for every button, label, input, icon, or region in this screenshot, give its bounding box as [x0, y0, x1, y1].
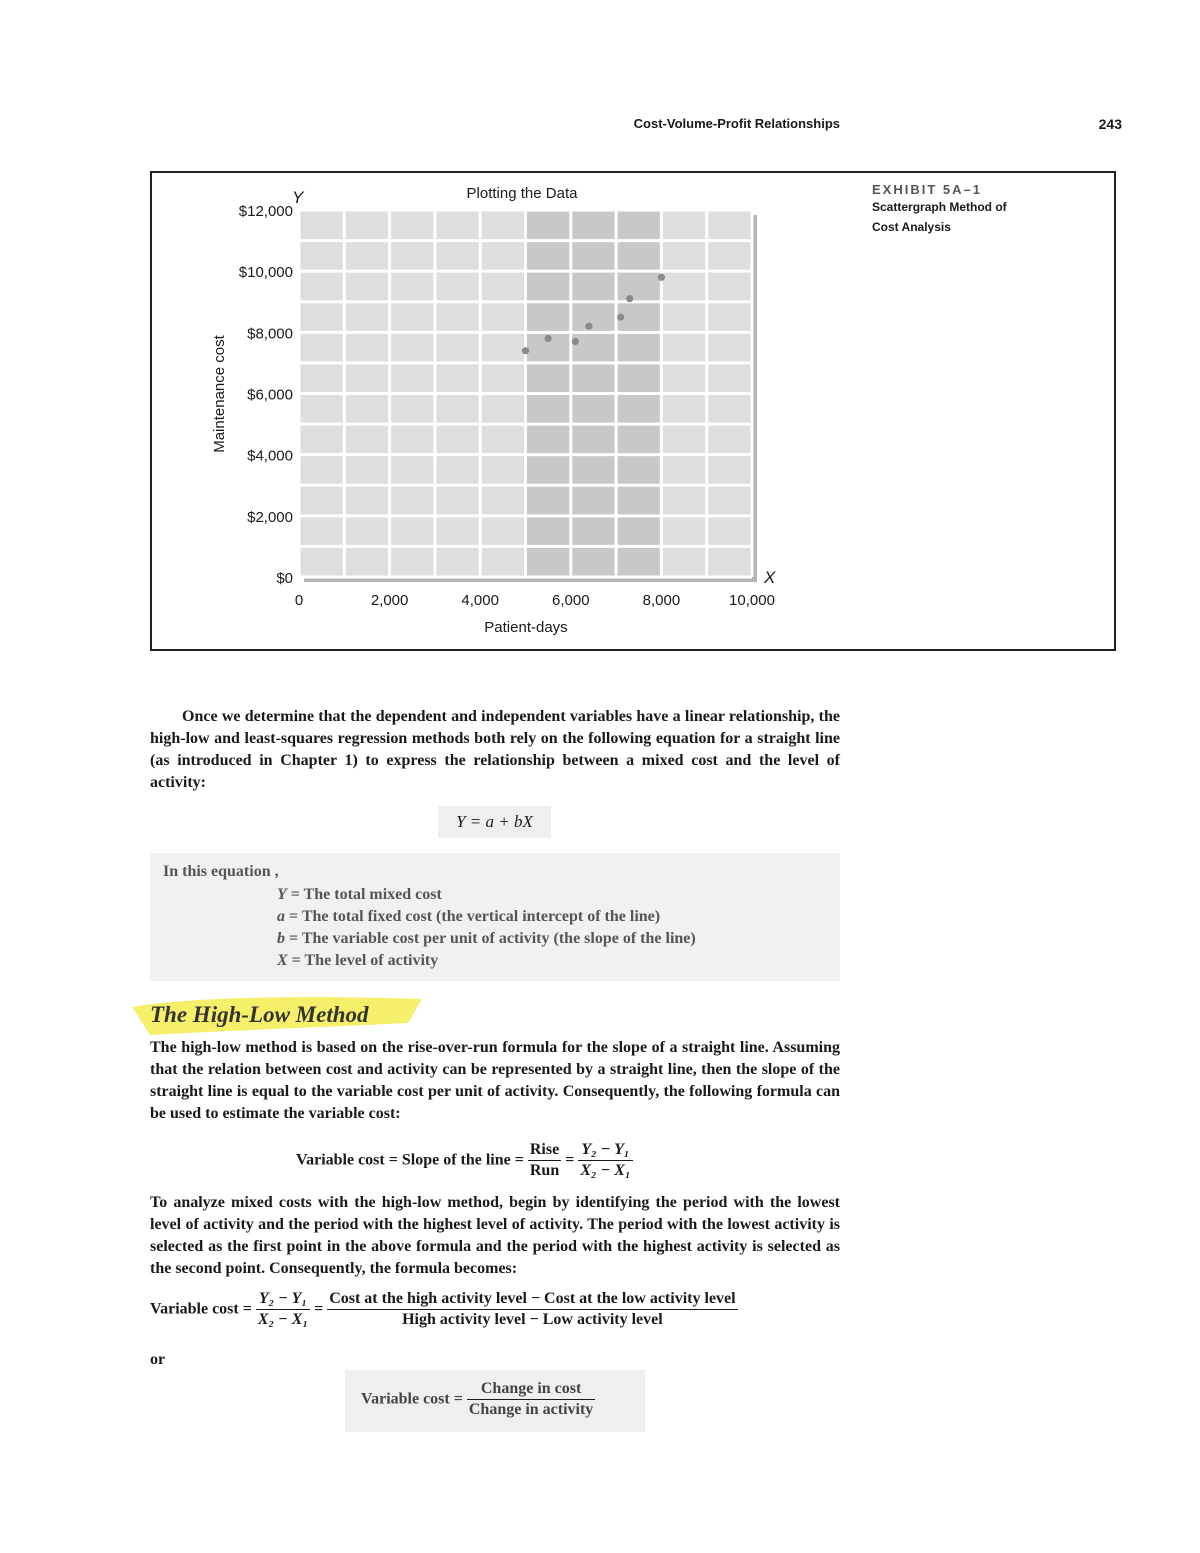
data-point	[572, 338, 579, 345]
exhibit-caption	[872, 182, 1102, 237]
scatter-chart	[152, 173, 1114, 649]
fraction-numerator: Y₂ − Y₁	[578, 1140, 632, 1161]
definition-symbol: X	[277, 952, 288, 969]
y-tick-label: $4,000	[247, 447, 293, 465]
definition-text: = The total fixed cost (the vertical intercept of the line)	[285, 908, 661, 925]
definition-symbol: b	[277, 930, 285, 947]
exhibit-title-line-2: Cost Analysis	[872, 220, 951, 234]
fraction-denominator: X₂ − X₁	[257, 1311, 309, 1328]
slope-formula	[296, 1140, 633, 1181]
data-point	[658, 274, 665, 281]
analyze-paragraph: To analyze mixed costs with the high-low method, begin by identifying the period with the lowest level of activity and the period with the highest level of activity. The period with the lowest activity is selected as the first point in the above formula and the period with the highest activity is selected as the second point. Consequently, the formula becomes:	[150, 1194, 840, 1277]
fraction-numerator: Y₂ − Y₁	[256, 1289, 310, 1310]
definition-symbol: a	[277, 908, 285, 925]
x-tick-label: 4,000	[461, 592, 499, 609]
formula-lhs: Variable cost =	[361, 1390, 463, 1408]
rise-run-fraction	[528, 1140, 561, 1181]
x-axis-letter: X	[764, 568, 776, 587]
x-tick-label: 0	[294, 592, 304, 609]
x-tick-label: 8,000	[642, 592, 681, 609]
y-axis-label: Maintenance cost	[211, 335, 228, 453]
y-axis-letter: Y	[292, 188, 304, 207]
definition-text: = The variable cost per unit of activity (the slope of the line)	[285, 930, 696, 947]
definition-text: = The level of activity	[287, 952, 439, 969]
data-point	[617, 313, 624, 320]
cost-activity-fraction	[327, 1289, 737, 1330]
equals-sign: =	[314, 1300, 324, 1318]
exhibit-label: EXHIBIT 5A–1	[872, 182, 982, 197]
definition-text: = The total mixed cost	[286, 886, 442, 903]
exhibit-title-line-1: Scattergraph Method of	[872, 200, 1007, 214]
equals-sign: =	[565, 1151, 575, 1169]
exhibit-frame	[150, 171, 1116, 651]
data-point	[522, 347, 529, 354]
definition-row	[277, 886, 442, 904]
chart-title: Plotting the Data	[466, 185, 578, 202]
definition-intro: In this equation ,	[163, 863, 279, 880]
fraction-denominator: Change in activity	[468, 1401, 594, 1418]
change-formula	[361, 1379, 595, 1420]
y-tick-label: $12,000	[238, 203, 293, 220]
data-point	[585, 323, 592, 330]
formula-lhs: Variable cost = Slope of the line =	[296, 1151, 524, 1169]
formula-lhs: Variable cost =	[150, 1300, 252, 1318]
data-point	[626, 295, 633, 302]
x-tick-label: 2,000	[370, 592, 409, 609]
x-axis-label: Patient-days	[484, 619, 568, 636]
definition-row	[277, 952, 438, 970]
fraction-numerator: Cost at the high activity level − Cost at the low activity level	[327, 1289, 737, 1310]
fraction-denominator: X₂ − X₁	[580, 1162, 631, 1179]
highlow-paragraph: The high-low method is based on the rise-over-run formula for the slope of a straight line. Assuming that the relation between cost and activity can be represented by a straight line, then the slope of the straight line is equal to the variable cost per unit of activity. Consequently, the following formula can be used to estimate the variable cost:	[150, 1039, 840, 1122]
coordinate-fraction	[578, 1140, 632, 1181]
data-point	[545, 335, 552, 342]
definition-box	[150, 853, 840, 981]
definition-row	[277, 908, 660, 926]
or-word: or	[150, 1351, 166, 1368]
y-tick-label: $2,000	[247, 508, 293, 526]
highlow-formula	[150, 1289, 738, 1330]
y-tick-label: $0	[276, 570, 293, 587]
x-tick-label: 10,000	[729, 592, 775, 609]
y-tick-label: $10,000	[238, 264, 293, 282]
fraction-denominator: High activity level − Low activity level	[402, 1311, 663, 1328]
running-head: Cost-Volume-Profit Relationships	[633, 116, 840, 131]
change-formula-box	[345, 1370, 645, 1432]
definition-row	[277, 930, 696, 948]
fraction-denominator: Run	[529, 1162, 560, 1179]
y-tick-label: $6,000	[247, 386, 293, 404]
fraction-numerator: Rise	[528, 1140, 561, 1161]
coordinate-fraction	[256, 1289, 310, 1330]
change-fraction	[467, 1379, 595, 1420]
section-heading: The High-Low Method	[150, 1002, 369, 1027]
x-tick-label: 6,000	[552, 592, 590, 609]
fraction-numerator: Change in cost	[467, 1379, 595, 1400]
page-number: 243	[1098, 116, 1122, 132]
intro-paragraph: Once we determine that the dependent and independent variables have a linear relationship, the high-low and least-squares regression methods both rely on the following equation for a straight line (as introduced in Chapter 1) to express the relationship between a mixed cost and the level of activity:	[150, 708, 840, 791]
definition-symbol: Y	[277, 886, 287, 903]
line-equation: Y = a + bX	[438, 806, 551, 838]
y-tick-label: $8,000	[247, 325, 293, 343]
